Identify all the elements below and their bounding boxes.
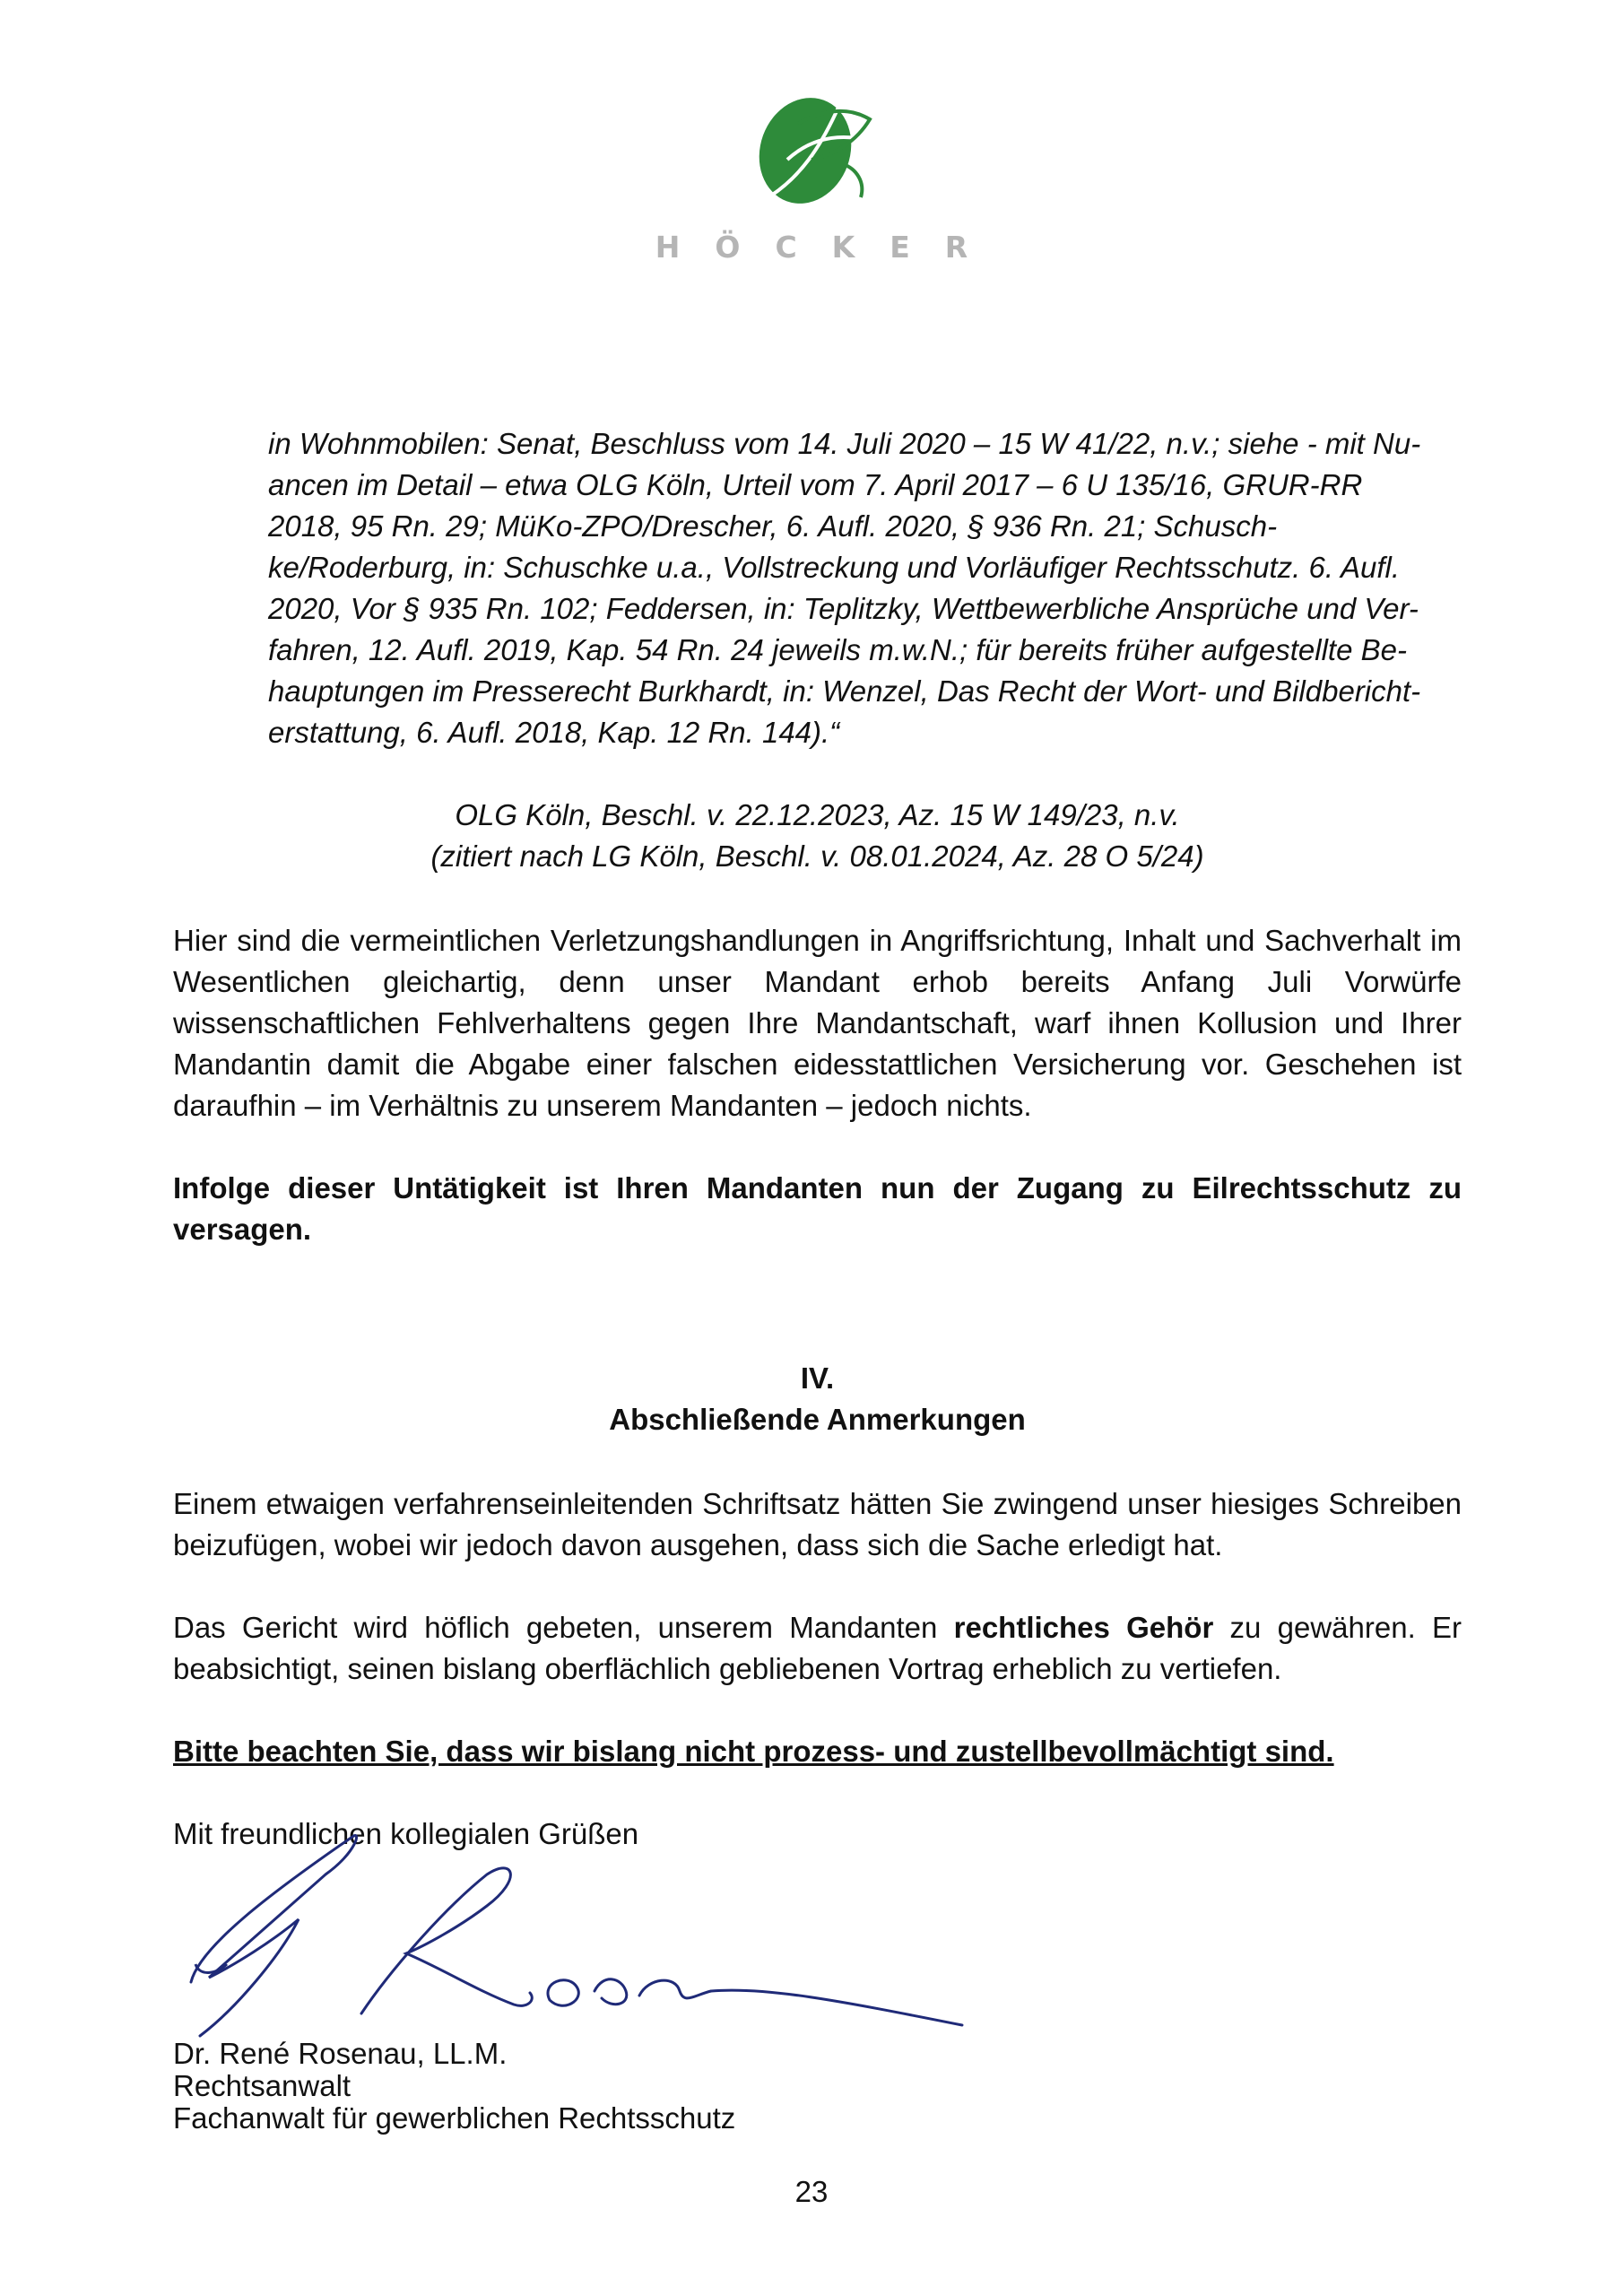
citation-line-2: (zitiert nach LG Köln, Beschl. v. 08.01.2024, Az. 28 O 5/24) (430, 839, 1204, 873)
section-title: Abschließende Anmerkungen (609, 1403, 1026, 1436)
quote-line: 2020, Vor § 935 Rn. 102; Feddersen, in: Teplitzky, Wettbewerbliche Ansprüche und Ver- (268, 592, 1419, 625)
hearing-text-before: Das Gericht wird höflich gebeten, unserem Mandanten (173, 1611, 954, 1644)
closing-greeting: Mit freundlichen kollegialen Grüßen (173, 1817, 639, 1850)
signer-block (173, 2038, 735, 2135)
paragraph-authorization-notice: Bitte beachten Sie, dass wir bislang nicht prozess- und zustellbevollmächtigt sind. (173, 1735, 1334, 1768)
section-heading (173, 1358, 1462, 1440)
quote-line: erstattung, 6. Aufl. 2018, Kap. 12 Rn. 144).“ (268, 716, 840, 749)
paragraph-pleading: Einem etwaigen verfahrenseinleitenden Schriftsatz hätten Sie zwingend unser hiesiges Schreiben beizufügen, wobei wir jedoch davon ausgehen, dass sich die Sache erledigt hat. (173, 1487, 1462, 1561)
signer-specialty: Fachanwalt für gewerblichen Rechtsschutz (173, 2101, 736, 2135)
decision-citation (173, 795, 1462, 877)
quote-line: ancen im Detail – etwa OLG Köln, Urteil vom 7. April 2017 – 6 U 135/16, GRUR-RR (268, 468, 1363, 501)
letter-body (173, 423, 1462, 1855)
quote-line: in Wohnmobilen: Senat, Beschluss vom 14. Juli 2020 – 15 W 41/22, n.v.; siehe - mit Nu- (268, 427, 1421, 460)
citation-line-1: OLG Köln, Beschl. v. 22.12.2023, Az. 15 W 149/23, n.v. (455, 798, 1180, 831)
signer-name: Dr. René Rosenau, LL.M. (173, 2037, 508, 2070)
letterhead-wordmark: HÖCKER (655, 230, 1003, 265)
paragraph-infringement: Hier sind die vermeintlichen Verletzungshandlungen in Angriffsrichtung, Inhalt und Sachverhalt im Wesentlichen gleichartig, denn unser Mandant erhob bereits Anfang Juli Vorwürfe wissenschaftlichen Fehlverhaltens gegen Ihre Mandantschaft, warf ihnen Kollusion und Ihrer Mandantin damit die Abgabe einer falschen eidesstattlichen Versicherung vor. Geschehen ist daraufhin – im Verhältnis zu unserem Mandanten – jedoch nichts. (173, 924, 1462, 1122)
hearing-text-bold: rechtliches Gehör (953, 1611, 1214, 1644)
hearing-text-after: zu gewähren. Er beabsichtigt, seinen bislang oberflächlich gebliebenen Vortrag erheblich zu vertiefen. (173, 1611, 1462, 1685)
paragraph-conclusion: Infolge dieser Untätigkeit ist Ihren Mandanten nun der Zugang zu Eilrechtsschutz zu versagen. (173, 1171, 1462, 1246)
handwritten-signature (173, 1821, 980, 2049)
section-number: IV. (800, 1361, 835, 1395)
letterhead-logo (0, 79, 1623, 265)
quote-line: hauptungen im Presserecht Burkhardt, in: Wenzel, Das Recht der Wort- und Bildbericht- (268, 674, 1421, 708)
quote-line: fahren, 12. Aufl. 2019, Kap. 54 Rn. 24 jeweils m.w.N.; für bereits früher aufgestellte Be- (268, 633, 1407, 666)
quote-line: 2018, 95 Rn. 29; MüKo-ZPO/Drescher, 6. Aufl. 2020, § 936 Rn. 21; Schusch- (268, 509, 1278, 543)
signer-role: Rechtsanwalt (173, 2069, 352, 2102)
hoecker-leaf-monogram-icon (735, 79, 888, 213)
signature-icon (173, 1821, 980, 2045)
quoted-decision-excerpt (268, 423, 1462, 753)
paragraph-hearing (173, 1607, 1462, 1690)
page-number: 23 (794, 2175, 829, 2208)
quote-line: ke/Roderburg, in: Schuschke u.a., Vollstreckung und Vorläufiger Rechtsschutz. 6. Aufl. (268, 551, 1400, 584)
